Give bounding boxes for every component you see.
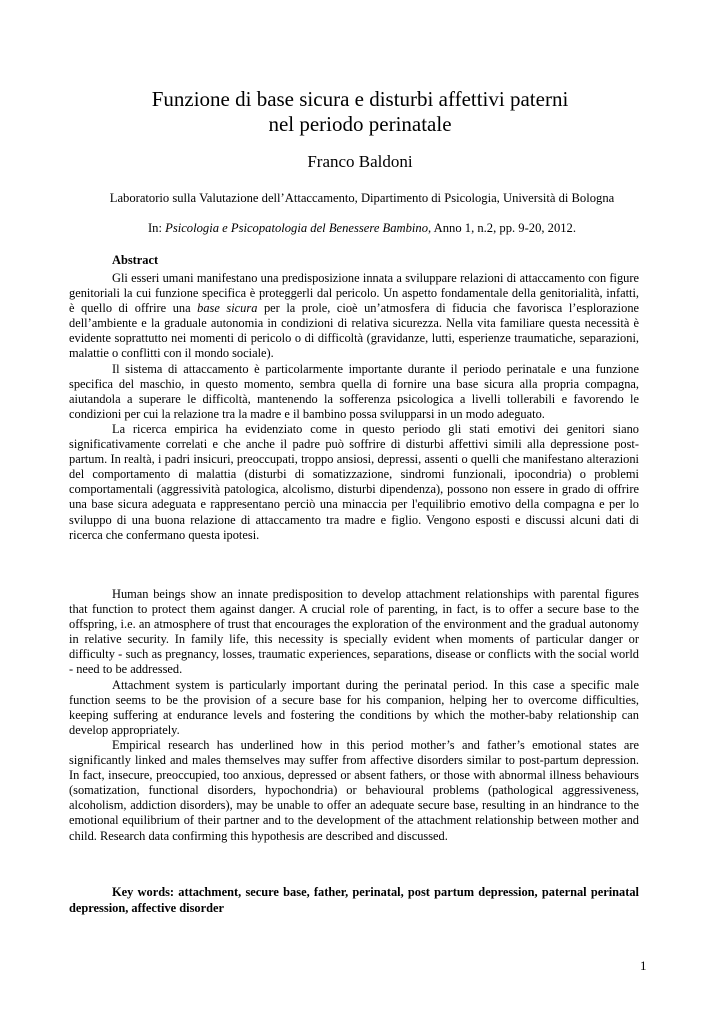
- journal-name: Psicologia e Psicopatologia del Benessere Bambino: [165, 221, 429, 235]
- english-paragraph-2: Attachment system is particularly important during the perinatal period. In this case a specific male function seems to be the provision of a secure base for his companion, helping her to overcome difficulties, keeping suffering at endurance levels and fostering the conditions by which the mother-baby relationship can develop appropriately.: [69, 677, 639, 737]
- citation-suffix: , Anno 1, n.2, pp. 9-20, 2012.: [428, 221, 577, 235]
- title-line-2: nel periodo perinatale: [268, 112, 452, 136]
- english-abstract: [69, 587, 639, 844]
- italian-paragraph-3: La ricerca empirica ha evidenziato come in questo periodo gli stati emotivi dei genitori siano significativamente correlati e che anche il padre può soffrire di disturbi affettivi simili alla depressione post-partum. In realtà, i padri insicuri, preoccupati, troppo ansiosi, depressi, assenti o quelli che manifestano alterazioni del comportamento di malattia (disturbi di somatizzazione, sindromi funzionali, ipocondria) o problemi comportamentali (aggressività patologica, alcolismo, disturbi dipendenza), possono non essere in grado di offrire una base sicura adeguata e rappresentano perciò una minaccia per l'equilibrio emotivo della compagna e per lo sviluppo di una buona relazione di attaccamento tra madre e figlio. Vengono esposti e discussi alcuni dati di ricerca che confermano questa ipotesi.: [69, 421, 639, 542]
- italian-p1-text-a: Gli esseri umani manifestano una predisposizione innata a sviluppare relazioni di attaccamento con figure genitoriali la cui funzione specifica è proteggerli dal pericolo. Un aspetto fondamentale della genitorialità, infatti, è quello di offrire una: [69, 271, 639, 316]
- citation: [70, 220, 654, 236]
- author-name: Franco Baldoni: [307, 152, 413, 171]
- italian-p1-text-b: per la prole, cioè un’atmosfera di fiducia che favorisca l’esplorazione dell’ambiente e la graduale autonomia in condizioni di relativa sicurezza. Nella vita familiare questa necessità è evidente soprattutto nei momenti di pericolo o di difficoltà (gravidanze, lutti, esperienze traumatiche, separazioni, malattie o conflitti con il mondo sociale).: [69, 301, 640, 361]
- affiliation: Laboratorio sulla Valutazione dell’Attaccamento, Dipartimento di Psicologia, Università di Bologna: [109, 191, 615, 205]
- italian-paragraph-2: Il sistema di attaccamento è particolarmente importante durante il periodo perinatale e una funzione specifica del maschio, in questo momento, sembra quella di fornire una base sicura alla propria compagna, aiutandola a superare le difficoltà, mantenendo la sofferenza psicologica a livelli tollerabili e favorendo le condizioni per cui la relazione tra la madre e il bambino possa svilupparsi in un modo adeguato.: [69, 361, 639, 421]
- italian-abstract: [69, 271, 639, 543]
- english-paragraph-3: Empirical research has underlined how in this period mother’s and father’s emotional states are significantly linked and males themselves may suffer from affective disorders similar to post-partum depression. In fact, insecure, preoccupied, too anxious, depressed or absent fathers, or those with abnormal illness behaviours (somatization, functional disorders, hypochondria) or behavioural problems (pathological aggressiveness, alcoholism, addiction disorders), may be unable to offer an adequate secure base, resulting in an hindrance to the emotional equilibrium of their partner and to the development of the attachment relationship between mother and child. Research data confirming this hypothesis are described and discussed.: [69, 737, 639, 843]
- page-number: 1: [640, 958, 647, 973]
- keywords: Key words: attachment, secure base, father, perinatal, post partum depression, paternal perinatal depression, affective disorder: [69, 885, 639, 915]
- citation-prefix: In:: [147, 221, 166, 235]
- italian-paragraph-1: [69, 271, 639, 362]
- abstract-heading: Abstract: [112, 253, 159, 267]
- italian-p1-emphasis: base sicura: [197, 301, 258, 316]
- english-paragraph-1: Human beings show an innate predisposition to develop attachment relationships with parental figures that function to protect them against danger. A crucial role of parenting, in fact, is to offer a secure base to the offspring, i.e. an atmosphere of trust that encourages the exploration of the environment and the gradual autonomy in relative security. In family life, this necessity is specially evident when moments of particular danger or difficulty - such as pregnancy, losses, traumatic experiences, separations, disease or conflicts with the social world - need to be addressed.: [69, 587, 639, 677]
- page-title: [60, 87, 660, 137]
- title-line-1: Funzione di base sicura e disturbi affettivi paterni: [151, 87, 569, 111]
